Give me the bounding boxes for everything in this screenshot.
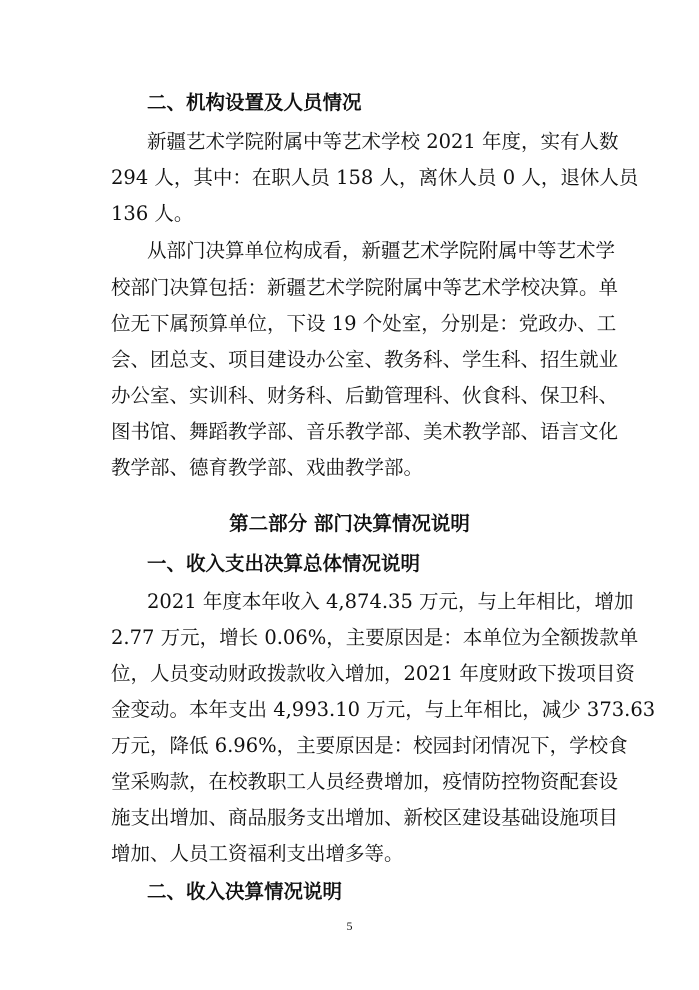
- paragraph-line: 万元，降低 6.96%，主要原因是：校园封闭情况下，学校食: [111, 734, 628, 757]
- paragraph-line: 增加、人员工资福利支出增多等。: [111, 842, 404, 865]
- paragraph-line: 位，人员变动财政拨款收入增加，2021 年度财政下拨项目资: [111, 662, 635, 685]
- paragraph-line: 294 人，其中：在职人员 158 人，离休人员 0 人，退休人员: [111, 166, 639, 189]
- section-heading: 二、机构设置及人员情况: [147, 91, 362, 114]
- paragraph-line: 2021 年度本年收入 4,874.35 万元，与上年相比，增加: [147, 590, 634, 613]
- paragraph-line: 堂采购款，在校教职工人员经费增加，疫情防控物资配套设: [111, 770, 619, 793]
- paragraph-line: 办公室、实训科、财务科、后勤管理科、伙食科、保卫科、: [111, 384, 619, 407]
- paragraph-line: 教学部、德育教学部、戏曲教学部。: [111, 456, 424, 479]
- paragraph-line: 图书馆、舞蹈教学部、音乐教学部、美术教学部、语言文化: [111, 420, 619, 443]
- page-number: 5: [346, 919, 353, 933]
- paragraph-line: 新疆艺术学院附属中等艺术学校 2021 年度，实有人数: [147, 130, 619, 153]
- paragraph-line: 会、团总支、项目建设办公室、教务科、学生科、招生就业: [111, 348, 619, 371]
- subsection-heading: 一、收入支出决算总体情况说明: [147, 552, 421, 575]
- paragraph-line: 位无下属预算单位，下设 19 个处室，分别是：党政办、工: [111, 312, 617, 335]
- paragraph-line: 136 人。: [111, 202, 194, 225]
- subsection-heading: 二、收入决算情况说明: [147, 880, 343, 903]
- paragraph-line: 金变动。本年支出 4,993.10 万元，与上年相比，减少 373.63: [111, 698, 656, 721]
- paragraph-line: 施支出增加、商品服务支出增加、新校区建设基础设施项目: [111, 806, 619, 829]
- part-title: 第二部分 部门决算情况说明: [229, 512, 470, 535]
- paragraph-line: 校部门决算包括：新疆艺术学院附属中等艺术学校决算。单: [111, 276, 619, 299]
- paragraph-line: 从部门决算单位构成看，新疆艺术学院附属中等艺术学: [147, 239, 616, 262]
- paragraph-line: 2.77 万元，增长 0.06%，主要原因是：本单位为全额拨款单: [111, 626, 639, 649]
